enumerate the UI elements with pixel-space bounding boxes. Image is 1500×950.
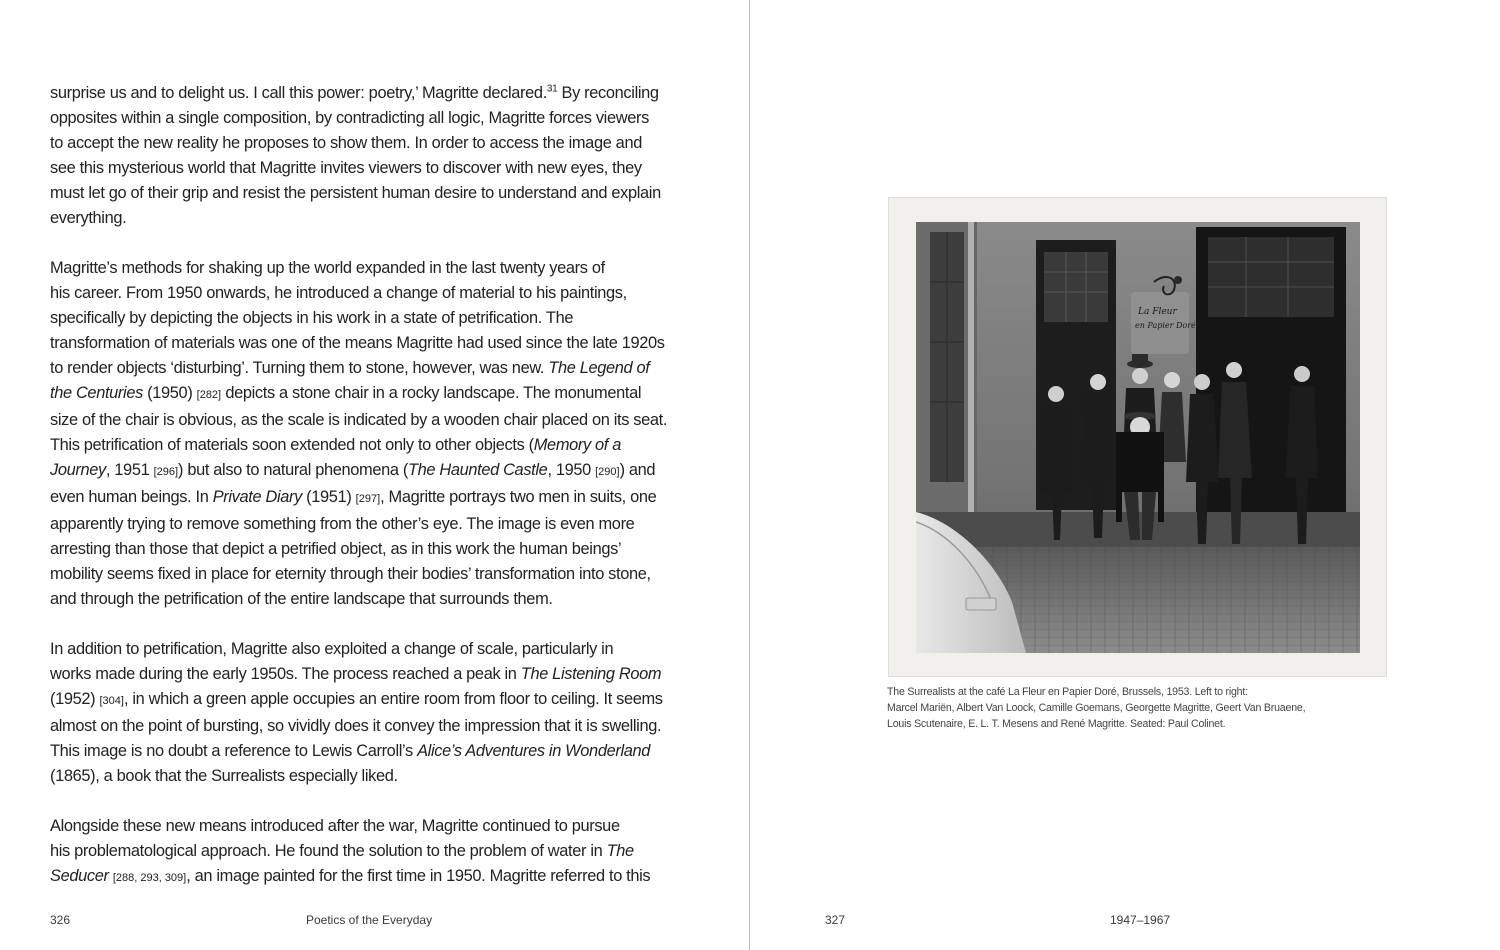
body-text [50, 81, 690, 916]
book-title: Alice’s Adventures in Wonderland [417, 742, 651, 760]
text-line: (1952) [304], in which a green apple occupies an entire room from floor to ceiling. It seems [50, 690, 663, 708]
plate-reference[interactable]: [296] [153, 466, 179, 478]
cafe-sign-text: La Fleur [1138, 307, 1177, 317]
artwork-title: The Haunted Castle [407, 461, 548, 479]
text-line: mobility seems fixed in place for eternity through their bodies’ transformation into stone, [50, 565, 651, 583]
artwork-title: Seducer [50, 867, 109, 885]
surrealists-group-photo [916, 222, 1360, 653]
artwork-title: Memory of a [533, 436, 621, 454]
plate-reference[interactable]: [297] [355, 493, 381, 505]
artwork-title: Journey [50, 461, 106, 479]
cafe-sign-text: en Papier Doré [1135, 321, 1196, 330]
text-line: must let go of their grip and resist the persistent human desire to understand and explain [50, 184, 661, 202]
text-line: to render objects ‘disturbing’. Turning them to stone, however, was new. The Legend of [50, 359, 650, 377]
artwork-title: The Listening Room [520, 665, 662, 683]
text-line: opposites within a single composition, by contradicting all logic, Magritte forces viewers [50, 109, 649, 127]
text-line: (1865), a book that the Surrealists especially liked. [50, 767, 398, 785]
text-line: surprise us and to delight us. I call this power: poetry,’ Magritte declared.$^{31}$ By reconciling [50, 83, 659, 102]
text-line: almost on the point of bursting, so vividly does it convey the impression that it is swelling. [50, 717, 662, 735]
artwork-title: The [606, 842, 634, 860]
artwork-title: The Legend of [548, 359, 650, 377]
text-line: his problematological approach. He found the solution to the problem of water in The [50, 842, 634, 860]
text-line: and through the petrification of the entire landscape that surrounds them. [50, 590, 553, 608]
text-line: see this mysterious world that Magritte invites viewers to discover with new eyes, they [50, 159, 642, 177]
text-line: In addition to petrification, Magritte also exploited a change of scale, particularly in [50, 640, 614, 658]
text-line: everything. [50, 209, 127, 227]
page-number: 327 [825, 913, 846, 927]
text-line: the Centuries (1950) [282] depicts a stone chair in a rocky landscape. The monumental [50, 384, 642, 402]
caption-line: The Surrealists at the café La Fleur en Papier Doré, Brussels, 1953. Left to right: [887, 686, 1248, 698]
running-head: 1947–1967 [1110, 913, 1171, 927]
paragraph-3 [50, 637, 690, 789]
text-line: This petrification of materials soon extended not only to other objects (Memory of a [50, 436, 621, 454]
artwork-title: Private Diary [212, 488, 302, 506]
caption-line: Marcel Mariën, Albert Van Loock, Camille Goemans, Georgette Magritte, Geert Van Bruaene, [887, 702, 1306, 714]
plate-reference[interactable]: [288, 293, 309] [112, 872, 187, 884]
plate-reference[interactable]: [290] [595, 466, 620, 478]
text-line: Journey, 1951 [296]) but also to natural phenomena (The Haunted Castle, 1950 [290]) and [50, 461, 656, 479]
text-line: apparently trying to remove something from the other’s eye. The image is even more [50, 515, 635, 533]
running-head: Poetics of the Everyday [306, 913, 433, 927]
footnote-marker[interactable]: 31 [546, 83, 558, 95]
text-line: size of the chair is obvious, as the scale is indicated by a wooden chair placed on its seat. [50, 411, 668, 429]
text-line: Alongside these new means introduced after the war, Magritte continued to pursue [50, 817, 620, 835]
text-line: transformation of materials was one of the means Magritte had used since the late 1920s [50, 334, 665, 352]
caption-line: Louis Scutenaire, E. L. T. Mesens and René Magritte. Seated: Paul Colinet. [887, 718, 1226, 730]
text-line: This image is no doubt a reference to Lewis Carroll’s Alice’s Adventures in Wonderland [50, 742, 651, 760]
artwork-title: the Centuries [50, 384, 143, 402]
text-line: arresting than those that depict a petrified object, as in this work the human beings’ [50, 540, 622, 558]
paragraph-2 [50, 256, 690, 612]
text-line: specifically by depicting the objects in his work in a state of petrification. The [50, 309, 574, 327]
plate-reference[interactable]: [304] [99, 695, 124, 707]
text-line: works made during the early 1950s. The process reached a peak in The Listening Room [50, 665, 662, 683]
plate-reference[interactable]: [282] [196, 389, 222, 401]
photo-caption [887, 684, 1327, 732]
text-line: Seducer [288, 293, 309], an image painted for the first time in 1950. Magritte referred to this [50, 867, 651, 885]
text-line: his career. From 1950 onwards, he introduced a change of material to his paintings, [50, 284, 627, 302]
left-page [0, 0, 749, 950]
text-line: even human beings. In Private Diary (1951) [297], Magritte portrays two men in suits, one [50, 488, 657, 506]
page-number: 326 [50, 913, 71, 927]
text-line: to accept the new reality he proposes to show them. In order to access the image and [50, 134, 642, 152]
text-line: Magritte’s methods for shaking up the world expanded in the last twenty years of [50, 259, 605, 277]
paragraph-4 [50, 814, 690, 891]
paragraph-1 [50, 81, 690, 231]
